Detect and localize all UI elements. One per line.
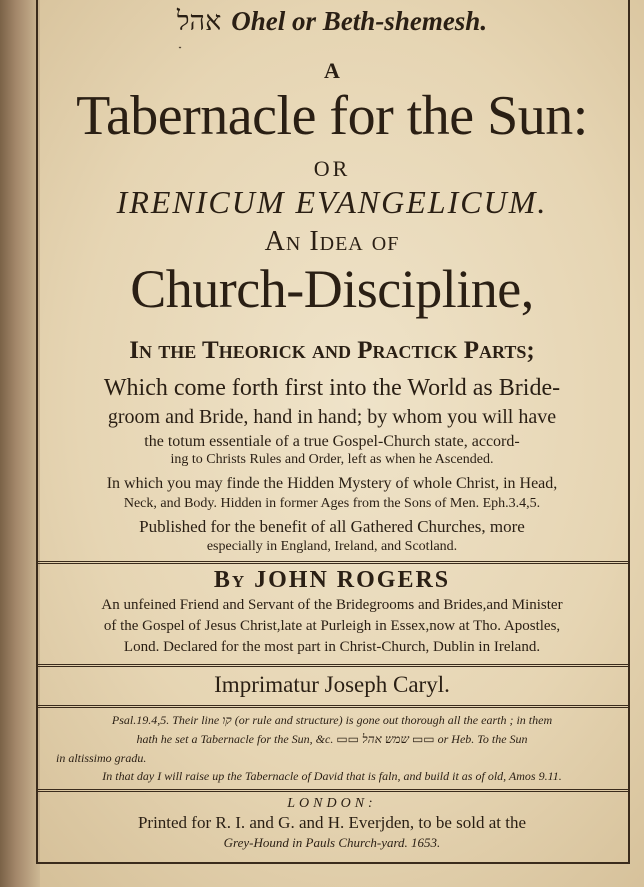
book-spine (0, 0, 40, 887)
church-discipline-title: Church-Discipline, (130, 259, 534, 319)
irenicum-title: IRENICUM EVANGELICUM. (116, 184, 548, 220)
scripture-line-4: In that day I will raise up the Tabernacle of David that is faln, and build it as of old, Amos 9.11. (102, 769, 562, 783)
author-line-3: Lond. Declared for the most part in Christ-Church, Dublin in Ireland. (123, 639, 541, 655)
hebrew-vowel-points (180, 36, 220, 50)
theorick-line: In the Theorick and Practick Parts; (129, 337, 535, 364)
imprint-city: LONDON: (287, 796, 377, 811)
imprint-shop-line: Grey-Hound in Pauls Church-yard. 1653. (223, 835, 441, 850)
description-line-8: especially in England, Ireland, and Scotland. (206, 539, 458, 554)
divider-2 (36, 664, 628, 667)
divider-1 (36, 561, 628, 564)
divider-3 (36, 705, 628, 708)
description-line-5: In which you may finde the Hidden Mystery of whole Christ, in Head, (106, 475, 558, 492)
description-line-7: Published for the benefit of all Gathered Churches, more (139, 517, 525, 536)
scripture-line-3: in altissimo gradu. (56, 751, 147, 765)
description-line-4: ing to Christs Rules and Order, left as when he Ascended. (170, 452, 494, 467)
header-line (40, 8, 624, 35)
divider-4 (36, 789, 628, 792)
main-title: Tabernacle for the Sun: (76, 85, 588, 147)
imprint-printed-line: Printed for R. I. and G. and H. Everjden, to be sold at the (137, 813, 527, 832)
author-line-2: of the Gospel of Jesus Christ,late at Purleigh in Essex,now at Tho. Apostles, (103, 618, 561, 634)
imprimatur: Imprimatur Joseph Caryl. (214, 672, 450, 697)
description-line-2: groom and Bride, hand in hand; by whom you will have (107, 406, 557, 428)
scripture-line-1: Psal.19.4,5. Their line קו (or rule and structure) is gone out thorough all the earth ; in them (111, 713, 553, 727)
author-line-1: An unfeined Friend and Servant of the Bridegrooms and Brides,and Minister (101, 597, 563, 613)
header-italic-title: Ohel or Beth-shemesh. (231, 6, 488, 36)
title-or: OR (313, 156, 351, 181)
description-line-3: the totum essentiale of a true Gospel-Church state, accord- (144, 433, 520, 450)
description-line-6: Neck, and Body. Hidden in former Ages from the Sons of Men. Eph.3.4,5. (123, 496, 541, 511)
idea-line: An Idea of (264, 226, 400, 257)
scripture-line-2: hath he set a Tabernacle for the Sun, &c. ▭▭ שמש אהל ▭▭ or Heb. To the Sun (136, 732, 528, 746)
title-a: A (324, 58, 340, 83)
hebrew-title: אהל (176, 6, 222, 37)
description-line-1: Which come forth first into the World as Bride- (103, 375, 561, 401)
author-byline: By JOHN ROGERS (213, 567, 451, 593)
